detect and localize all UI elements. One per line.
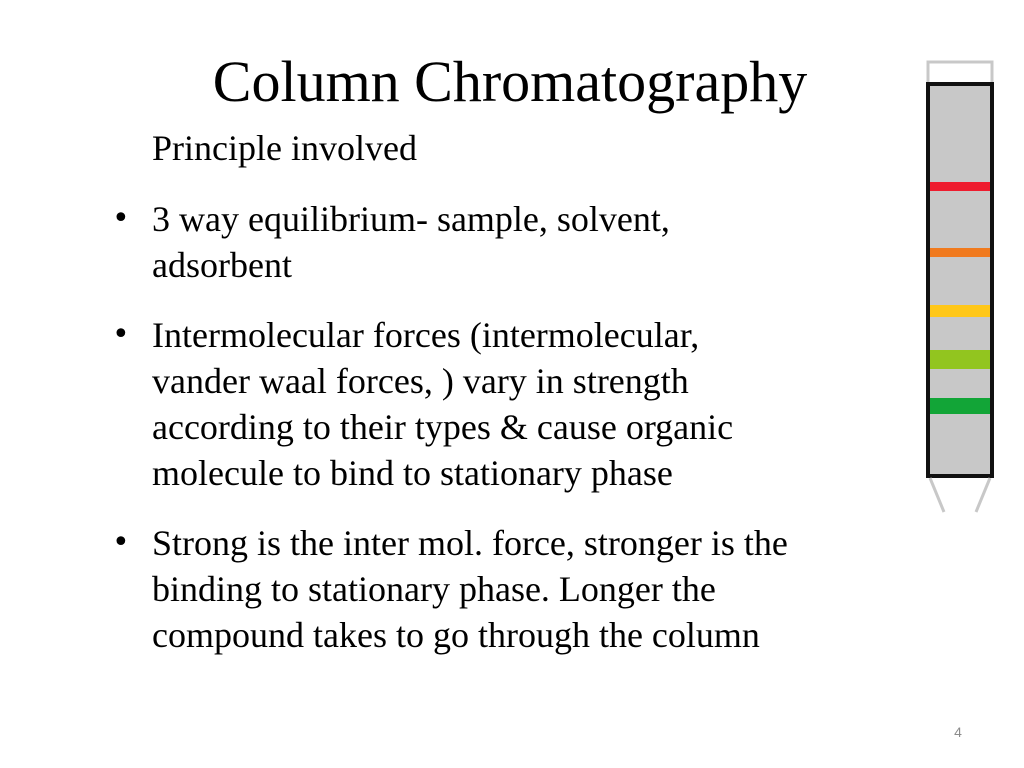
bullet-marker: • <box>112 201 130 236</box>
column-band <box>930 182 990 191</box>
bullet-marker: • <box>112 317 130 352</box>
subheading: Principle involved <box>152 128 417 168</box>
slide-title: Column Chromatography <box>212 49 808 114</box>
bullet-text: 3 way equilibrium- sample, solvent, adsorbent <box>152 199 670 285</box>
column-band <box>930 350 990 369</box>
column-outlet <box>930 478 990 512</box>
bullet-item <box>112 196 912 288</box>
page-number: 4 <box>954 724 962 740</box>
column-band <box>930 398 990 414</box>
bullet-item <box>112 312 912 496</box>
column-reservoir <box>928 62 992 84</box>
chromatography-column-icon <box>920 58 1000 518</box>
bullet-item <box>112 520 912 658</box>
column-band <box>930 248 990 257</box>
bullet-marker: • <box>112 525 130 560</box>
bullet-list <box>112 196 912 682</box>
column-body <box>928 84 992 476</box>
column-band <box>930 305 990 317</box>
bullet-text: Strong is the inter mol. force, stronger is the binding to stationary phase. Longer the compound takes to go through the column <box>152 523 788 655</box>
bullet-text: Intermolecular forces (intermolecular, vander waal forces, ) vary in strength according to their types & cause organic molecule to bind to stationary phase <box>152 315 734 493</box>
